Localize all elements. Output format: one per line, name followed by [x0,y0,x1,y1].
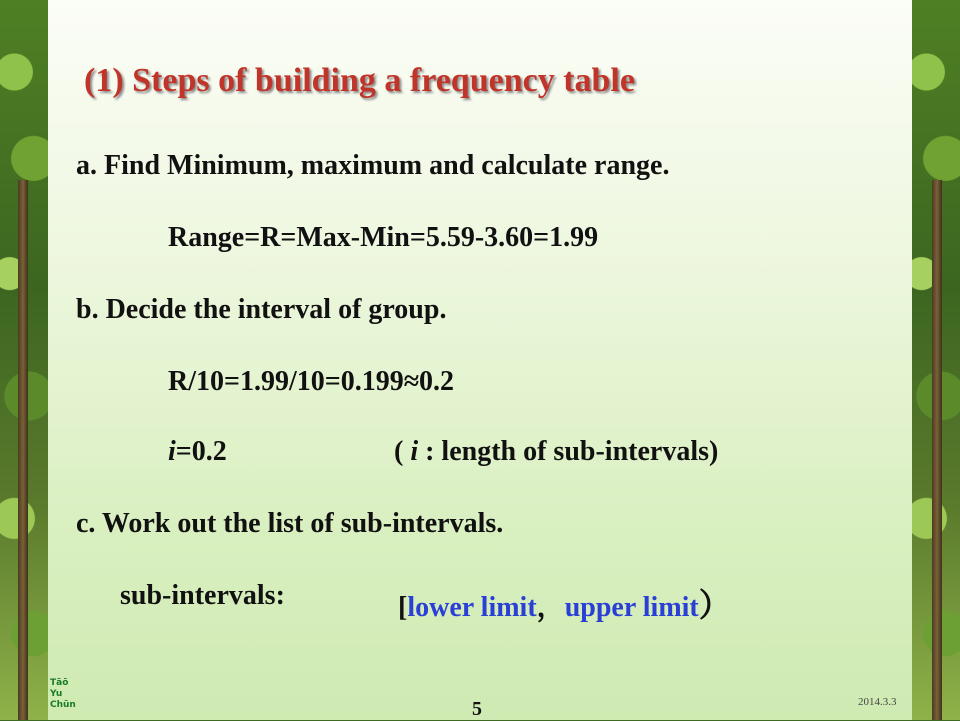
step-b: b. Decide the interval of group. [76,294,447,325]
range-formula: Range=R=Max-Min=5.59-3.60=1.99 [168,222,599,253]
note-variable: i [410,436,419,467]
i-variable: i [168,436,176,467]
sub-intervals-label: sub-intervals: [120,580,285,611]
step-c: c. Work out the list of sub-intervals. [76,508,504,539]
upper-limit: upper limit [564,592,699,623]
forest-right-decoration [912,0,960,720]
bracket-open: [ [398,592,408,623]
logo-line: Yu [50,689,63,699]
i-value: =0.2 [175,436,227,467]
forest-left-decoration [0,0,48,720]
sub-intervals-notation [398,580,731,626]
lower-limit: lower limit [407,592,537,623]
slide-date: 2014.3.3 [858,696,897,708]
note-text: : length of sub-intervals) [418,436,719,467]
logo-line: Chūn [50,700,76,710]
logo [50,678,84,711]
step-a: a. Find Minimum, maximum and calculate range. [76,150,670,181]
interval-formula: R/10=1.99/10=0.199≈0.2 [168,366,455,397]
note-open: ( [394,436,411,467]
interval-value [168,436,227,468]
comma: ， [536,592,565,623]
paren-close: ） [698,587,731,623]
interval-note [394,436,718,468]
page-number: 5 [472,698,482,720]
logo-line: Tāō [50,678,69,688]
slide-title: (1) Steps of building a frequency table [84,62,635,99]
